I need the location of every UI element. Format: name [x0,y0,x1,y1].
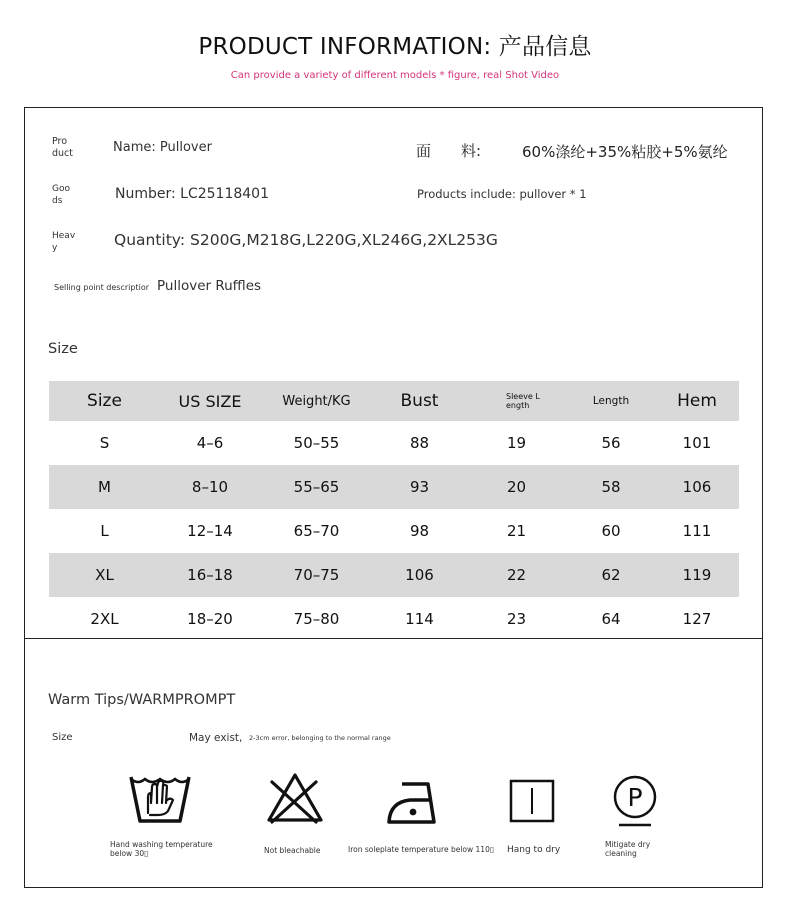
table-cell: M [49,465,160,509]
table-cell: 19 [506,434,527,452]
table-cell: 106 [655,465,739,509]
table-row [49,553,739,597]
table-row [49,465,739,509]
page-subtitle: Can provide a variety of different models * figure, real Shot Video [230,70,560,81]
table-cell: 16–18 [160,553,260,597]
table-cell: 56 [601,434,621,452]
dry-cleaning-label: Mitigate dry cleaning [605,840,651,858]
table-cell: 55–65 [260,465,373,509]
table-cell: 60 [601,522,621,540]
fabric-label: 面 料: [416,142,482,160]
table-cell: 23 [506,610,527,628]
table-cell: 114 [405,610,434,628]
products-include: Products include: pullover * 1 [417,187,587,201]
selling-point-label: Selling point descriptior [54,283,150,292]
table-cell: 22 [466,553,567,597]
col-header: Size [49,381,160,421]
hand-wash-label: Hand washing temperature below 30▯ [110,840,213,858]
hang-dry-label: Hang to dry [507,845,561,855]
may-exist-text: May exist, [189,732,243,744]
table-cell: 2XL [90,610,119,628]
table-cell: L [100,522,109,540]
table-cell: 106 [373,553,466,597]
goods-label: Goo ds [52,184,70,206]
size-table [49,381,739,641]
table-cell: 119 [655,553,739,597]
fabric-value: 60%涤纶+35%粘胶+5%氨纶 [522,143,728,161]
table-cell: 70–75 [260,553,373,597]
table-cell: S [99,434,110,452]
table-row [49,597,739,641]
table-cell: 127 [682,610,712,628]
heavy-quantity: Quantity: S200G,M218G,L220G,XL246G,2XL253G [114,231,498,249]
selling-point-value: Pullover Ruffles [157,278,262,294]
table-row [49,421,739,465]
sleeve-length-header: Sleeve L ength [506,392,540,410]
iron-temperature-label: Iron soleplate temperature below 110▯ [348,845,494,854]
table-cell: 20 [466,465,567,509]
product-name-label: Pro duct [52,136,73,159]
table-cell: 4–6 [196,434,224,452]
table-cell: 75–80 [293,610,340,628]
no-bleach-icon [266,772,324,824]
table-row [49,509,739,553]
table-cell: 62 [567,553,655,597]
col-header: US SIZE [160,381,260,421]
size-heading: Size [48,341,78,357]
table-cell: 93 [373,465,466,509]
table-cell: 88 [409,434,430,452]
table-cell: 50–55 [293,434,340,452]
col-header: Weight/KG [260,381,373,421]
warm-tips-heading: Warm Tips/WARMPROMPT [48,692,236,708]
hang-dry-icon [509,779,555,823]
table-cell: 58 [567,465,655,509]
table-cell: 8–10 [160,465,260,509]
table-cell: 65–70 [293,522,340,540]
table-cell: 64 [601,610,621,628]
table-cell: 98 [409,522,430,540]
not-bleachable-label: Not bleachable [264,846,321,855]
goods-number: Number: LC25118401 [115,186,269,202]
table-cell: 111 [682,522,712,540]
page-title: PRODUCT INFORMATION: 产品信息 [198,34,592,60]
size-table-header [49,381,739,421]
tips-size-label: Size [52,732,73,743]
col-header [466,381,567,421]
table-cell: 18–20 [187,610,233,628]
col-header: Length [567,381,655,421]
col-header: Bust [373,381,466,421]
table-cell: 21 [506,522,527,540]
hand-wash-icon [128,773,192,827]
dry-clean-letter: P [627,783,643,812]
table-cell: 12–14 [187,522,233,540]
table-cell: XL [49,553,160,597]
product-name-value: Name: Pullover [113,140,212,155]
iron-icon [386,780,442,826]
error-note-text: 2-3cm error, belonging to the normal range [249,734,391,742]
col-header: Hem [655,381,739,421]
heavy-label: Heav y [52,231,76,253]
table-cell: 101 [682,434,712,452]
